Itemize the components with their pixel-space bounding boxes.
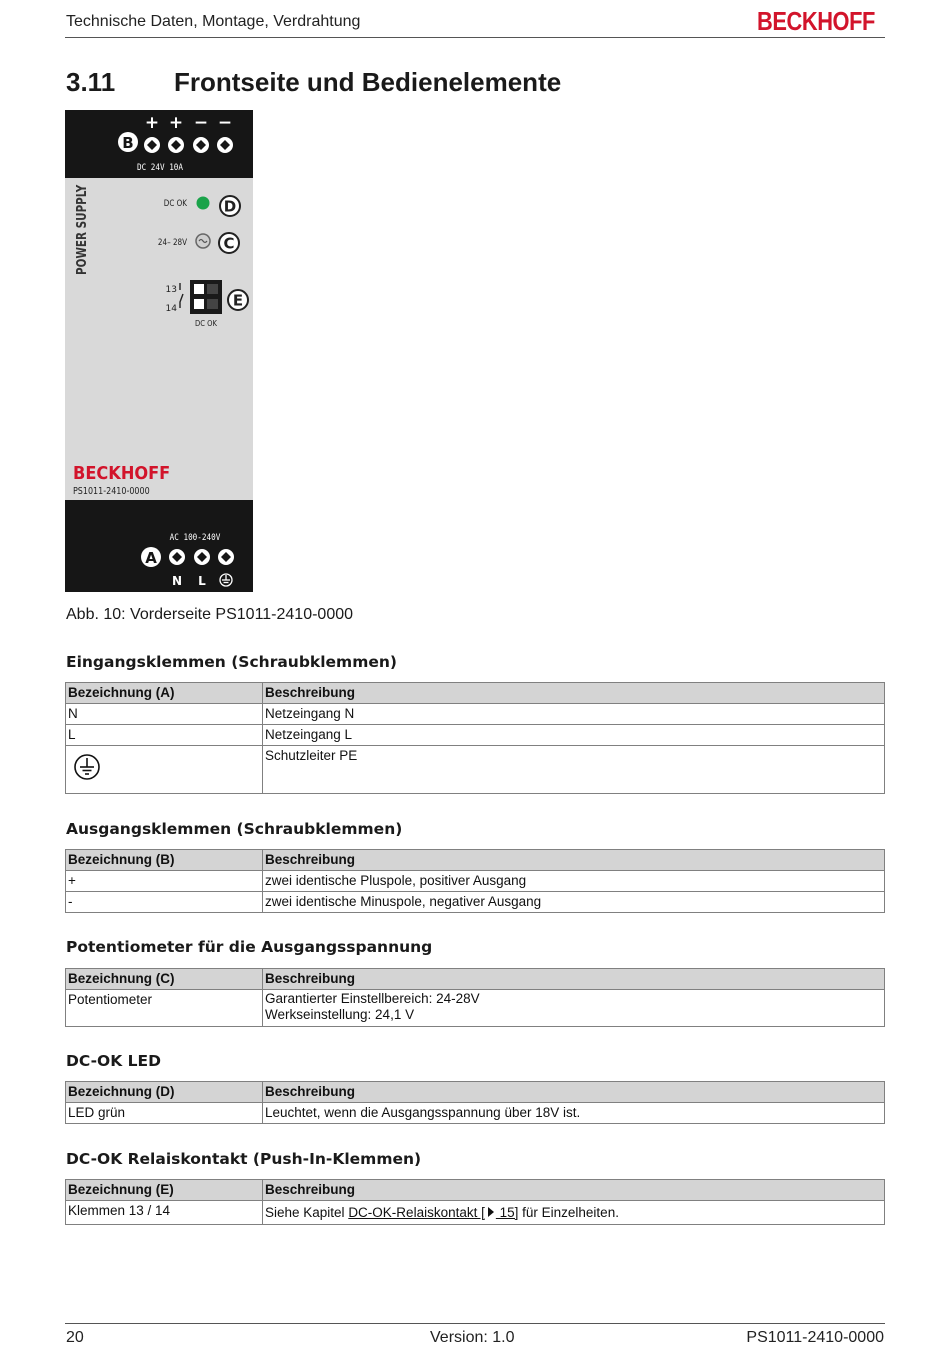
- designation-cell: LED grün: [66, 1103, 263, 1124]
- output-terminals-heading: Ausgangsklemmen (Schraubklemmen): [66, 820, 403, 838]
- table-header-row: [66, 1082, 885, 1103]
- device-brand: BECKHOFF: [73, 463, 171, 485]
- column-header: Bezeichnung (D): [66, 1082, 263, 1103]
- pot-label: 24– 28V: [157, 236, 187, 248]
- relay-top-label: 13: [165, 285, 177, 295]
- description-cell: [263, 1201, 885, 1225]
- description-cell: Schutzleiter PE: [263, 746, 885, 794]
- input-rating: AC 100-240V: [169, 531, 221, 543]
- bottom-screw-terminals: [169, 549, 234, 565]
- input-terminals-table: [65, 682, 885, 794]
- marker-b: B: [122, 134, 134, 152]
- power-supply-label: POWER SUPPLY: [73, 184, 90, 275]
- chapter-link-page: 15]: [495, 1205, 519, 1220]
- chapter-link-text: DC-OK-Relaiskontakt [: [348, 1205, 485, 1220]
- potentiometer-heading: Potentiometer für die Ausgangsspannung: [66, 938, 433, 956]
- running-header: Technische Daten, Montage, Verdrahtung: [66, 13, 361, 30]
- table-row: [66, 746, 885, 794]
- description-cell: Netzeingang L: [263, 725, 885, 746]
- beckhoff-logo: BECKHOFF: [757, 6, 875, 36]
- table-row: [66, 1103, 885, 1124]
- top-sign: −: [193, 113, 209, 133]
- designation-cell: Potentiometer: [66, 990, 263, 1027]
- description-text: für Einzelheiten.: [518, 1205, 619, 1220]
- description-line: Werkseinstellung: 24,1 V: [265, 1006, 415, 1022]
- relay-label: DC OK: [195, 318, 217, 329]
- table-row: [66, 1201, 885, 1225]
- led-table: [65, 1081, 885, 1124]
- table-row: [66, 990, 885, 1027]
- description-text: Siehe Kapitel: [265, 1205, 349, 1220]
- page-number: 20: [66, 1329, 84, 1346]
- designation-cell: L: [66, 725, 263, 746]
- table-row: [66, 871, 885, 892]
- section-number: 3.11: [66, 67, 116, 97]
- column-header: Bezeichnung (A): [66, 683, 263, 704]
- designation-cell: -: [66, 892, 263, 913]
- led-label: DC OK: [163, 197, 187, 209]
- top-sign: +: [144, 113, 160, 133]
- device-model: PS1011-2410-0000: [73, 486, 150, 498]
- column-header: Beschreibung: [263, 969, 885, 990]
- protective-earth-icon: [72, 753, 102, 781]
- device-front-image: [65, 110, 253, 592]
- relay-table: [65, 1179, 885, 1225]
- product-number: PS1011-2410-0000: [746, 1329, 884, 1346]
- column-header: Bezeichnung (B): [66, 850, 263, 871]
- marker-e: E: [232, 291, 244, 310]
- marker-d: D: [223, 197, 237, 216]
- document-version: Version: 1.0: [430, 1329, 515, 1346]
- dc-ok-led: [197, 197, 210, 210]
- input-terminals-heading: Eingangsklemmen (Schraubklemmen): [66, 653, 397, 671]
- table-row: [66, 725, 885, 746]
- header-divider: [65, 37, 885, 38]
- chapter-link[interactable]: [348, 1205, 518, 1220]
- bottom-terminal-panel: [65, 500, 253, 592]
- relay-bottom-label: 14: [165, 304, 177, 314]
- footer-divider: [65, 1323, 885, 1324]
- column-header: Beschreibung: [263, 1180, 885, 1201]
- description-cell: Leuchtet, wenn die Ausgangsspannung über 18V ist.: [263, 1103, 885, 1124]
- terminal-n-label: N: [171, 574, 183, 588]
- column-header: Beschreibung: [263, 850, 885, 871]
- marker-c: C: [223, 234, 235, 253]
- table-header-row: [66, 850, 885, 871]
- column-header: Bezeichnung (E): [66, 1180, 263, 1201]
- table-header-row: [66, 1180, 885, 1201]
- top-sign: −: [217, 113, 233, 133]
- column-header: Beschreibung: [263, 1082, 885, 1103]
- table-header-row: [66, 683, 885, 704]
- designation-cell: [66, 746, 263, 794]
- table-row: [66, 892, 885, 913]
- description-line: Garantierter Einstellbereich: 24-28V: [265, 991, 480, 1006]
- column-header: Bezeichnung (C): [66, 969, 263, 990]
- terminal-l-label: L: [198, 574, 206, 588]
- marker-a: A: [145, 549, 157, 567]
- designation-cell: Klemmen 13 / 14: [66, 1201, 263, 1225]
- page-arrow-icon: [488, 1207, 494, 1217]
- section-heading: [66, 67, 561, 98]
- designation-cell: +: [66, 871, 263, 892]
- column-header: Beschreibung: [263, 683, 885, 704]
- figure-caption: Abb. 10: Vorderseite PS1011-2410-0000: [66, 606, 354, 623]
- table-row: [66, 704, 885, 725]
- section-title: Frontseite und Bedienelemente: [174, 67, 562, 97]
- designation-cell: N: [66, 704, 263, 725]
- potentiometer-table: [65, 968, 885, 1027]
- description-cell: Netzeingang N: [263, 704, 885, 725]
- output-terminals-table: [65, 849, 885, 913]
- description-cell: zwei identische Minuspole, negativer Ausgang: [263, 892, 885, 913]
- relay-heading: DC-OK Relaiskontakt (Push-In-Klemmen): [66, 1150, 422, 1168]
- table-header-row: [66, 969, 885, 990]
- description-cell: [263, 990, 885, 1027]
- led-heading: DC-OK LED: [66, 1052, 161, 1070]
- top-sign: +: [168, 113, 184, 133]
- output-rating: DC 24V 10A: [136, 161, 184, 173]
- description-cell: zwei identische Pluspole, positiver Ausgang: [263, 871, 885, 892]
